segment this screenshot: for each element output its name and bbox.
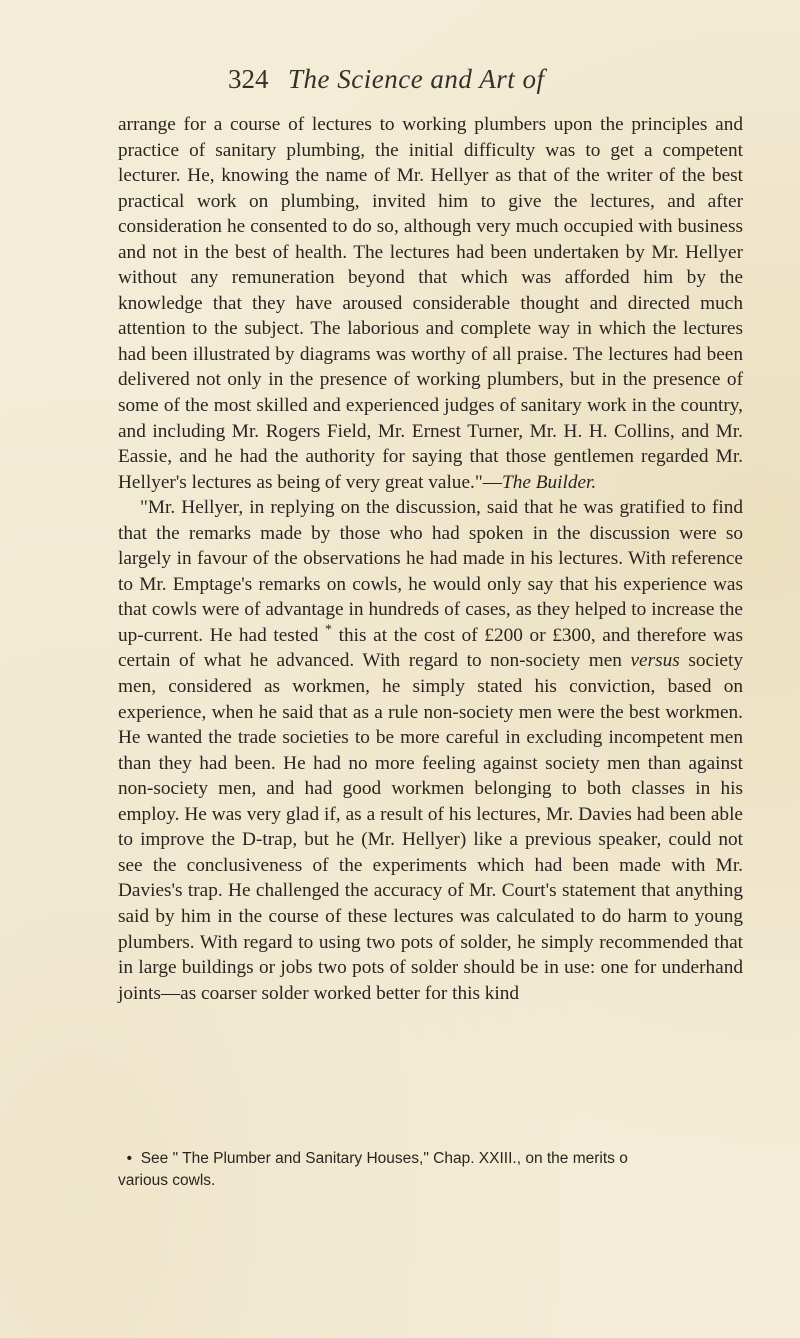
paragraph-2-text-a: "Mr. Hellyer, in replying on the discussion, said that he was gratified to find that the remarks made by those who had spoken in the discussion were so largely in favour of the observations he had made in his lectures. With reference to Mr. Emptage's remarks on cowls, he would only say that his experience was that cowls were of advantage in hundreds of cases, as they helped to increase the up-current. He had tested	[118, 497, 743, 646]
paragraph-2-text-b: this at the cost of £200 or £300, and therefore was certain of what he advanced. With regard to non-society men	[118, 624, 743, 672]
footnote	[118, 1148, 743, 1192]
footnote-line-1	[118, 1148, 743, 1170]
page-number: 324	[228, 64, 269, 94]
footnote-line-2	[118, 1170, 743, 1192]
running-head: The Science and Art of	[288, 64, 545, 94]
footnote-bullet: •	[126, 1150, 133, 1167]
paragraph-1	[118, 112, 743, 495]
page-header	[228, 64, 728, 104]
footnote-reference: *	[325, 622, 333, 638]
footnote-text-2: various cowls.	[118, 1172, 216, 1189]
paragraph-2	[118, 495, 743, 1006]
footnote-text-1: See " The Plumber and Sanitary Houses," Chap. XXIII., on the merits o	[140, 1150, 628, 1167]
body-text	[118, 112, 743, 1006]
paragraph-1-text: arrange for a course of lectures to working plumbers upon the principles and practice of sanitary plumbing, the initial difficulty was to get a competent lecturer. He, knowing the name of Mr. Hellyer as that of the writer of the best practical work on plumbing, invited him to give the lectures, and after consideration he consented to do so, although very much occupied with business and not in the best of health. The lectures had been undertaken by Mr. Hellyer without any remuneration beyond that which was afforded him by the knowledge that they have aroused considerable thought and directed much attention to the subject. The laborious and complete way in which the lectures had been illustrated by diagrams was worthy of all praise. The lectures had been delivered not only in the presence of working plumbers, but in the presence of some of the most skilled and experienced judges of sanitary work in the country, and including Mr. Rogers Field, Mr. Ernest Turner, Mr. H. H. Collins, and Mr. Eassie, and he had the authority for saying that those gentlemen regarded Mr. Hellyer's lectures as being of very great value."—	[118, 114, 743, 493]
paragraph-2-text-c: society men, considered as workmen, he simply stated his conviction, based on experience, when he said that as a rule non-society men were the best workmen. He wanted the trade societies to be more careful in excluding incompetent men than they had been. He had no more feeling against society men than against non-society men, and had good workmen belonging to both classes in his employ. He was very glad if, as a result of his lectures, Mr. Davies had been able to improve the D-trap, but he (Mr. Hellyer) like a previous speaker, could not see the conclusiveness of the experiments which had been made with Mr. Davies's trap. He challenged the accuracy of Mr. Court's statement that anything said by him in the course of these lectures was calculated to do harm to young plumbers. With regard to using two pots of solder, he simply recommended that in large buildings or jobs two pots of solder should be in use: one for underhand joints—as coarser solder worked better for this kind	[118, 650, 743, 1004]
source-citation: The Builder.	[501, 471, 597, 493]
versus-word: versus	[630, 650, 680, 672]
